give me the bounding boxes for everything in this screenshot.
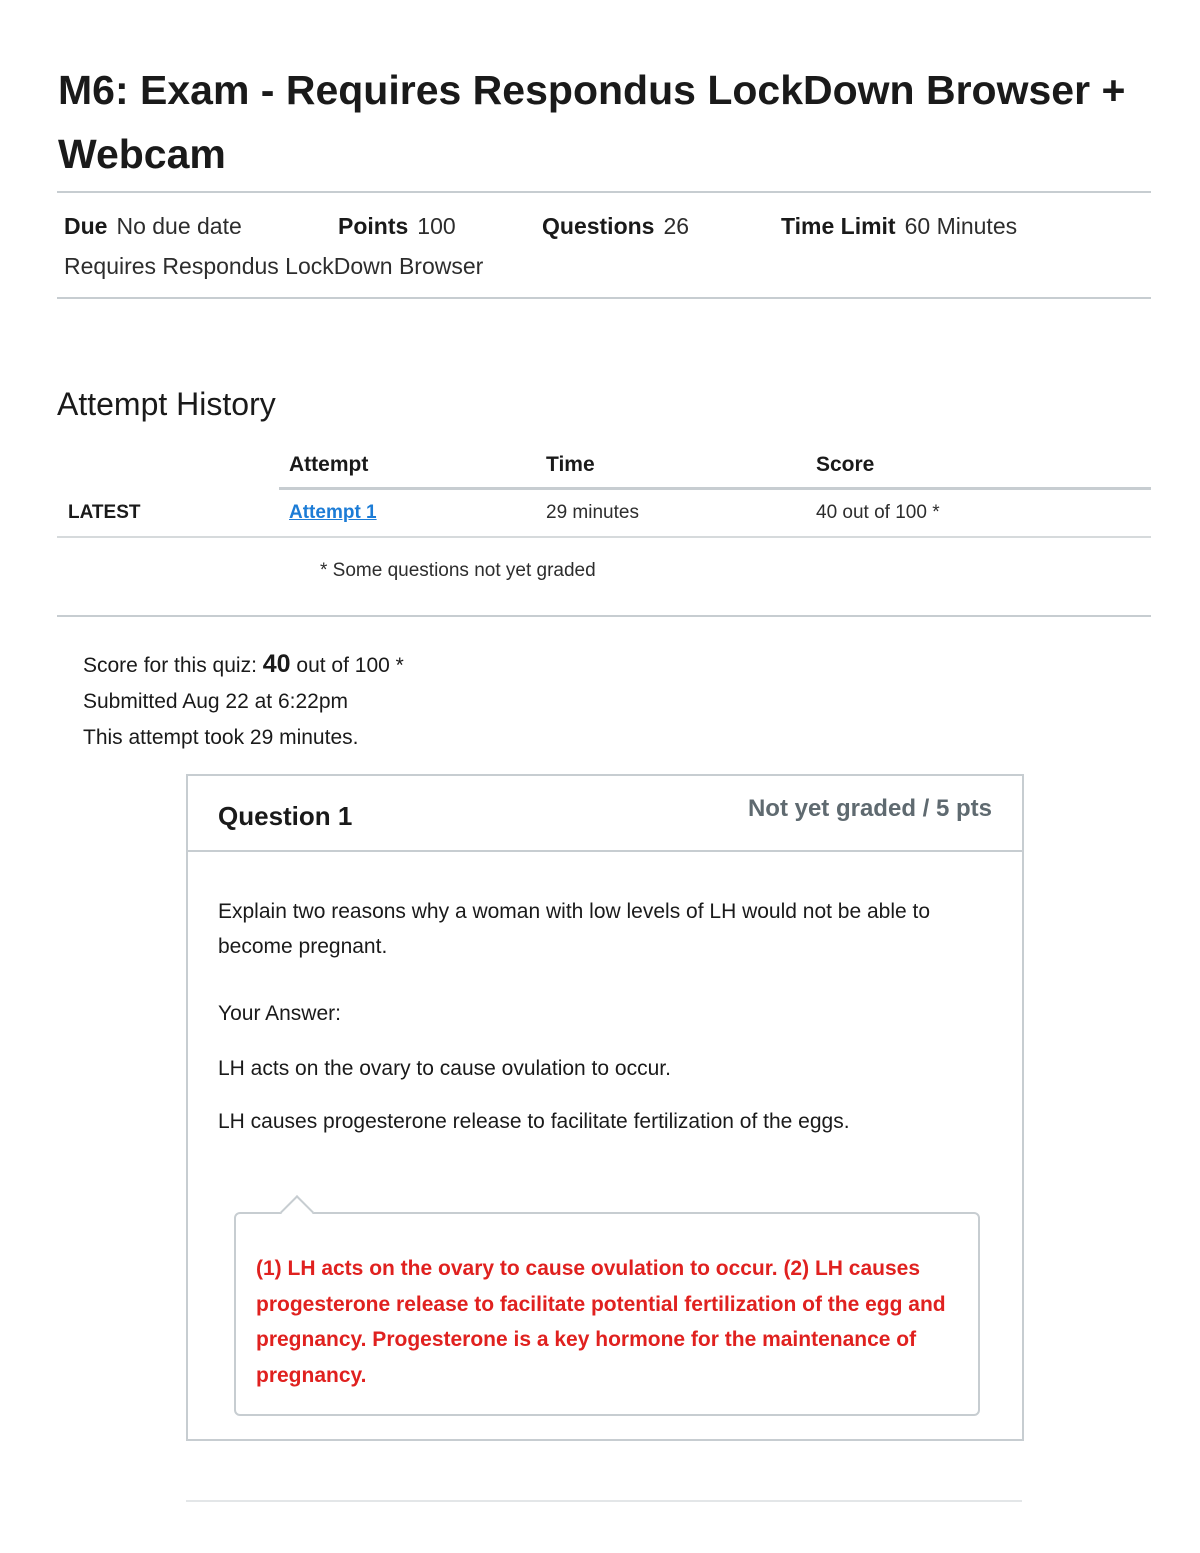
title-divider: [57, 191, 1151, 193]
bottom-divider: [186, 1500, 1022, 1502]
meta-time-limit-value: 60 Minutes: [904, 213, 1018, 239]
meta-due-value: No due date: [116, 213, 242, 239]
answer-line: LH acts on the ovary to cause ovulation to occur.: [218, 1057, 671, 1080]
grading-footnote: * Some questions not yet graded: [320, 560, 596, 581]
feedback-text: (1) LH acts on the ovary to cause ovulation to occur. (2) LH causes progesterone release to facilitate potential fertilization of the egg and pregnancy. Progesterone is a key hormone for the maintenance of pregnancy.: [256, 1257, 946, 1387]
question-title: Question 1: [218, 801, 353, 831]
attempt-history-heading: Attempt History: [57, 386, 276, 422]
meta-points-value: 100: [417, 213, 456, 239]
column-header-score: Score: [816, 453, 875, 476]
meta-points-label: Points: [338, 213, 409, 239]
score-value: 40: [262, 650, 291, 678]
history-divider: [57, 615, 1151, 617]
meta-questions-value: 26: [663, 213, 690, 239]
attempt-duration: This attempt took 29 minutes.: [83, 726, 359, 749]
meta-time-limit-label: Time Limit: [781, 213, 896, 239]
meta-due-label: Due: [64, 213, 108, 239]
comment-pointer: [280, 1195, 314, 1229]
page-title: M6: Exam - Requires Respondus LockDown Browser + Webcam: [58, 67, 1126, 177]
question-header: [188, 776, 1022, 852]
attempt-status: LATEST: [68, 502, 141, 523]
answer-line: LH causes progesterone release to facilitate fertilization of the eggs.: [218, 1110, 850, 1133]
meta-questions: [542, 211, 689, 241]
meta-points: [338, 211, 456, 241]
question-text: Explain two reasons why a woman with low levels of LH would not be able to become pregnant.: [218, 900, 931, 958]
column-header-time: Time: [546, 453, 595, 476]
feedback-comment: [234, 1212, 980, 1416]
question-card: [186, 774, 1024, 1441]
quiz-score-summary: [83, 649, 404, 681]
answer-label: Your Answer:: [218, 1002, 341, 1025]
meta-due: [64, 211, 242, 241]
attempt-time: 29 minutes: [546, 502, 639, 523]
meta-questions-label: Questions: [542, 213, 655, 239]
attempt-score: 40 out of 100 *: [816, 502, 940, 523]
meta-time-limit: [781, 211, 1017, 241]
lockdown-requirement: Requires Respondus LockDown Browser: [64, 253, 484, 279]
question-points: Not yet graded / 5 pts: [747, 795, 992, 822]
attempt-1-link[interactable]: Attempt 1: [289, 502, 377, 523]
column-header-attempt: Attempt: [289, 453, 369, 476]
table-header-divider: [279, 487, 1151, 490]
meta-divider: [57, 297, 1151, 299]
submitted-time: Submitted Aug 22 at 6:22pm: [83, 690, 349, 713]
score-prefix: Score for this quiz:: [83, 654, 257, 677]
table-row-divider: [57, 536, 1151, 538]
score-suffix: out of 100 *: [296, 654, 404, 677]
